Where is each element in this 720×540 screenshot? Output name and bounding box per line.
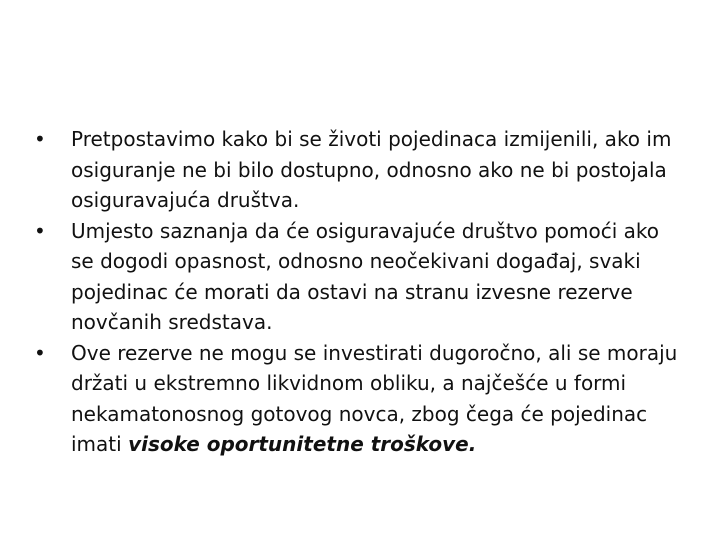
bullet-text: Umjesto saznanja da će osiguravajuće društvo pomoći ako se dogodi opasnost, odnosno neočekivani događaj, svaki pojedinac će morati da ostavi na stranu izvesne rezerve novčanih sredstava. (71, 218, 660, 334)
emphasized-phrase: visoke oportunitetne troškove. (128, 432, 477, 456)
bullet-text: Pretpostavimo kako bi se životi pojedinaca izmijenili, ako im osiguranje ne bi bilo dostupno, odnosno ako ne bi postojala osiguravajuća društva. (71, 127, 672, 212)
bullet-item-3 (34, 338, 684, 460)
bullet-marker: • (34, 127, 46, 151)
bullet-item-2 (34, 216, 684, 338)
bullet-item-1 (34, 124, 684, 216)
bullet-text: Ove rezerve ne mogu se investirati dugoročno, ali se moraju držati u ekstremno likvidnom obliku, a najčešće u formi nekamatonosnog gotovog novca, zbog čega će pojedinac imati (71, 340, 678, 456)
bullet-marker: • (34, 218, 46, 243)
bullet-list (34, 124, 684, 460)
bullet-marker: • (34, 340, 46, 365)
